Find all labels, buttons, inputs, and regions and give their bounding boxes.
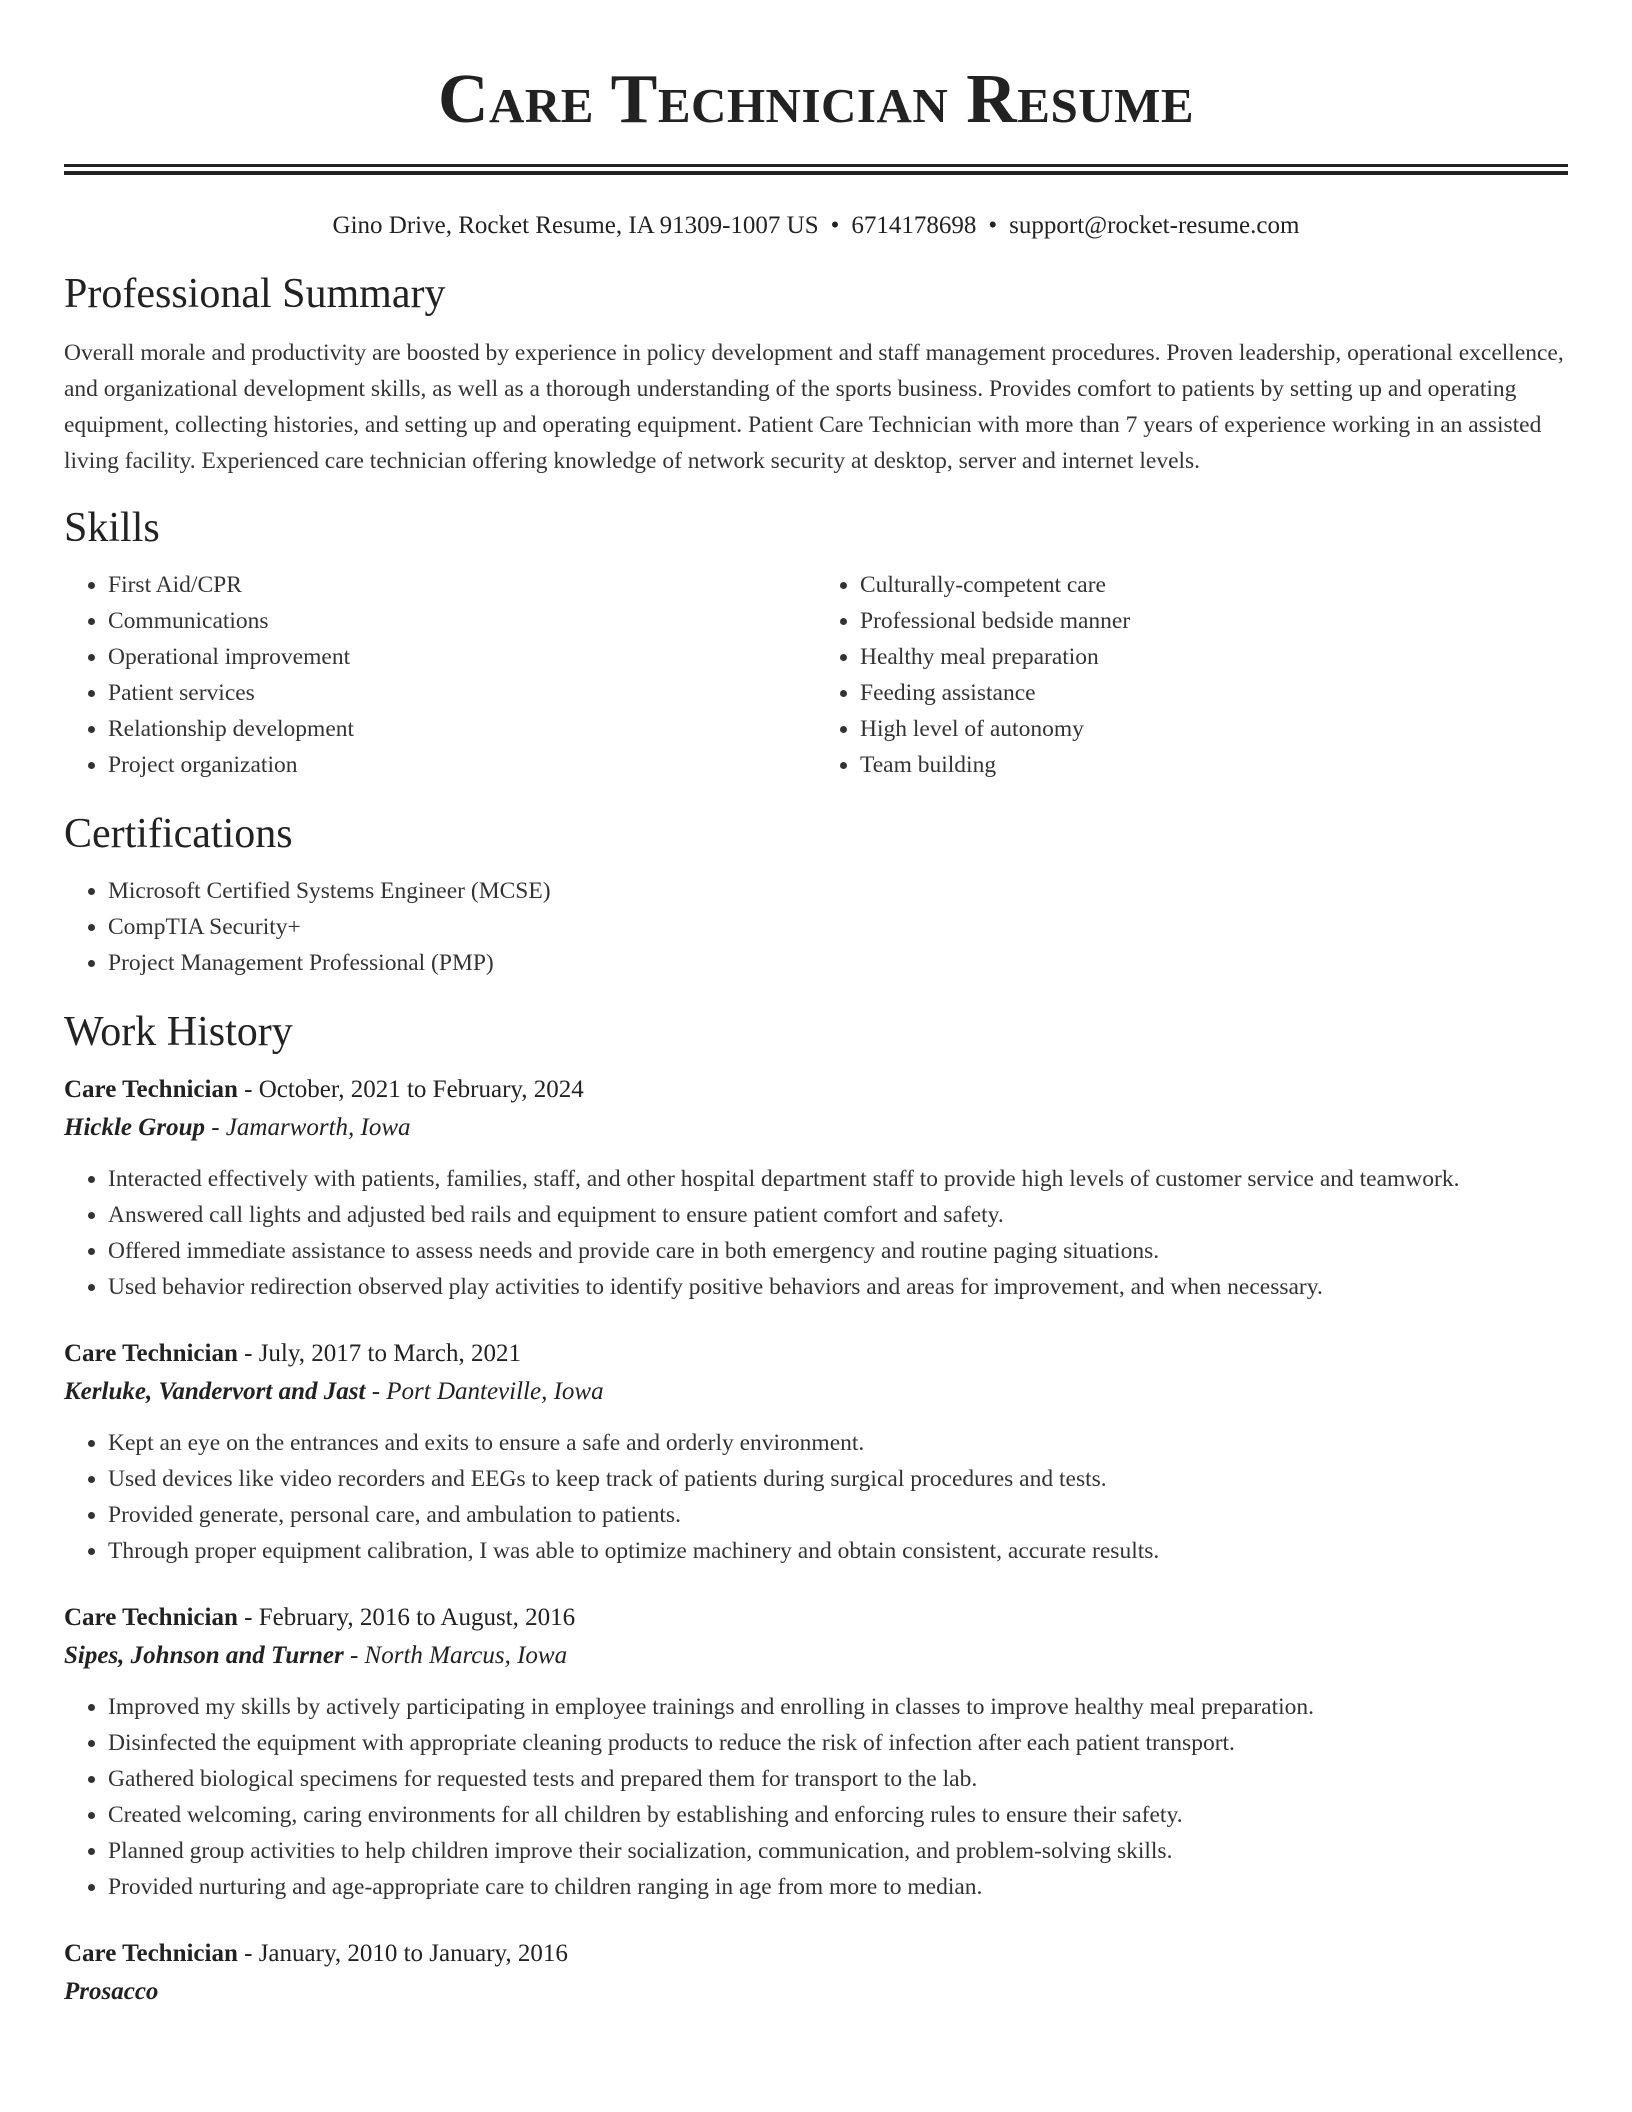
contact-address: Gino Drive, Rocket Resume, IA 91309-1007 US bbox=[332, 212, 819, 239]
job-duties bbox=[64, 1689, 1568, 1905]
job-duty: • Used behavior redirection observed play activities to identify positive behaviors and areas for improvement, and when necessary. bbox=[108, 1269, 1568, 1305]
skill-item: • Operational improvement bbox=[108, 639, 816, 675]
summary-text: Overall morale and productivity are boosted by experience in policy development and staff management procedures. Proven leadership, operational excellence, and organizational development skills, as well as a thorough understanding of the sports business. Provides comfort to patients by setting up and operating equipment, collecting histories, and setting up and operating equipment. Patient Care Technician with more than 7 years of experience working in an assisted living facility. Experienced care technician offering knowledge of network security at desktop, server and internet levels. bbox=[64, 340, 1564, 474]
job-entry bbox=[64, 1599, 1568, 1905]
job-header bbox=[64, 1599, 1568, 1637]
job-duty: • Gathered biological specimens for requested tests and prepared them for transport to the lab. bbox=[108, 1761, 1568, 1797]
job-entry bbox=[64, 1335, 1568, 1569]
skill-item: • First Aid/CPR bbox=[108, 567, 816, 603]
job-title: Care Technician bbox=[64, 1340, 238, 1367]
job-duty: • Used devices like video recorders and EEGs to keep track of patients during surgical procedures and tests. bbox=[108, 1461, 1568, 1497]
certifications-list bbox=[64, 873, 1568, 981]
skill-item: • Culturally-competent care bbox=[860, 567, 1568, 603]
skill-item: • Healthy meal preparation bbox=[860, 639, 1568, 675]
skills-list-left bbox=[64, 567, 816, 783]
skill-item: • Feeding assistance bbox=[860, 675, 1568, 711]
contact-separator: • bbox=[830, 212, 840, 239]
job-location: - North Marcus, Iowa bbox=[343, 1642, 568, 1669]
skill-item: • Team building bbox=[860, 747, 1568, 783]
job-dates: - February, 2016 to August, 2016 bbox=[237, 1604, 576, 1631]
job-header bbox=[64, 1335, 1568, 1373]
contact-separator: • bbox=[988, 212, 998, 239]
job-location: - Jamarworth, Iowa bbox=[204, 1114, 411, 1141]
skill-item: • Communications bbox=[108, 603, 816, 639]
job-duty: • Interacted effectively with patients, families, staff, and other hospital department staff to provide high levels of customer service and teamwork. bbox=[108, 1161, 1568, 1197]
job-duty: • Offered immediate assistance to assess needs and provide care in both emergency and routine paging situations. bbox=[108, 1233, 1568, 1269]
job-duty: • Created welcoming, caring environments for all children by establishing and enforcing rules to ensure their safety. bbox=[108, 1797, 1568, 1833]
skills-heading: Skills bbox=[64, 505, 160, 551]
job-duty: • Provided nurturing and age-appropriate care to children ranging in age from more to median. bbox=[108, 1869, 1568, 1905]
job-duty: • Improved my skills by actively participating in employee trainings and enrolling in classes to improve healthy meal preparation. bbox=[108, 1689, 1568, 1725]
job-duty: • Provided generate, personal care, and ambulation to patients. bbox=[108, 1497, 1568, 1533]
job-duties bbox=[64, 1161, 1568, 1305]
job-header bbox=[64, 1071, 1568, 1109]
certification-item: • Project Management Professional (PMP) bbox=[108, 945, 1568, 981]
certification-item: • CompTIA Security+ bbox=[108, 909, 1568, 945]
skill-item: • Patient services bbox=[108, 675, 816, 711]
skill-item: • Project organization bbox=[108, 747, 816, 783]
job-employer bbox=[64, 1637, 1568, 1675]
job-duty: • Disinfected the equipment with appropriate cleaning products to reduce the risk of infection after each patient transport. bbox=[108, 1725, 1568, 1761]
skill-item: • Relationship development bbox=[108, 711, 816, 747]
job-duties bbox=[64, 1425, 1568, 1569]
job-company: Hickle Group bbox=[64, 1114, 205, 1141]
job-employer bbox=[64, 1973, 1568, 2011]
contact-phone: 6714178698 bbox=[851, 212, 977, 239]
work-history-heading: Work History bbox=[64, 1009, 293, 1055]
job-duty: • Kept an eye on the entrances and exits to ensure a safe and orderly environment. bbox=[108, 1425, 1568, 1461]
job-duty: • Answered call lights and adjusted bed rails and equipment to ensure patient comfort and safety. bbox=[108, 1197, 1568, 1233]
skills-list-right bbox=[816, 567, 1568, 783]
job-company: Kerluke, Vandervort and Jast bbox=[64, 1378, 366, 1405]
contact-line bbox=[64, 211, 1568, 241]
resume-page bbox=[64, 0, 1568, 2011]
certifications-heading: Certifications bbox=[64, 811, 293, 857]
job-company: Prosacco bbox=[64, 1978, 159, 2005]
job-header bbox=[64, 1935, 1568, 1973]
resume-title: Care Technician Resume bbox=[437, 61, 1195, 138]
certification-item: • Microsoft Certified Systems Engineer (MCSE) bbox=[108, 873, 1568, 909]
job-dates: - July, 2017 to March, 2021 bbox=[237, 1340, 521, 1367]
job-employer bbox=[64, 1109, 1568, 1147]
skill-item: • High level of autonomy bbox=[860, 711, 1568, 747]
job-dates: - October, 2021 to February, 2024 bbox=[237, 1076, 584, 1103]
job-company: Sipes, Johnson and Turner bbox=[64, 1642, 344, 1669]
title-divider bbox=[64, 164, 1568, 175]
skills-columns bbox=[64, 567, 1568, 783]
job-title: Care Technician bbox=[64, 1076, 238, 1103]
job-entry bbox=[64, 1071, 1568, 1305]
job-location: - Port Danteville, Iowa bbox=[365, 1378, 604, 1405]
job-title: Care Technician bbox=[64, 1940, 238, 1967]
skill-item: • Professional bedside manner bbox=[860, 603, 1568, 639]
contact-email[interactable]: support@rocket-resume.com bbox=[1009, 212, 1300, 239]
job-dates: - January, 2010 to January, 2016 bbox=[237, 1940, 568, 1967]
job-duty: • Planned group activities to help children improve their socialization, communication, and problem-solving skills. bbox=[108, 1833, 1568, 1869]
job-title: Care Technician bbox=[64, 1604, 238, 1631]
job-duty: • Through proper equipment calibration, I was able to optimize machinery and obtain consistent, accurate results. bbox=[108, 1533, 1568, 1569]
job-employer bbox=[64, 1373, 1568, 1411]
summary-heading: Professional Summary bbox=[64, 271, 446, 317]
job-entry bbox=[64, 1935, 1568, 2011]
